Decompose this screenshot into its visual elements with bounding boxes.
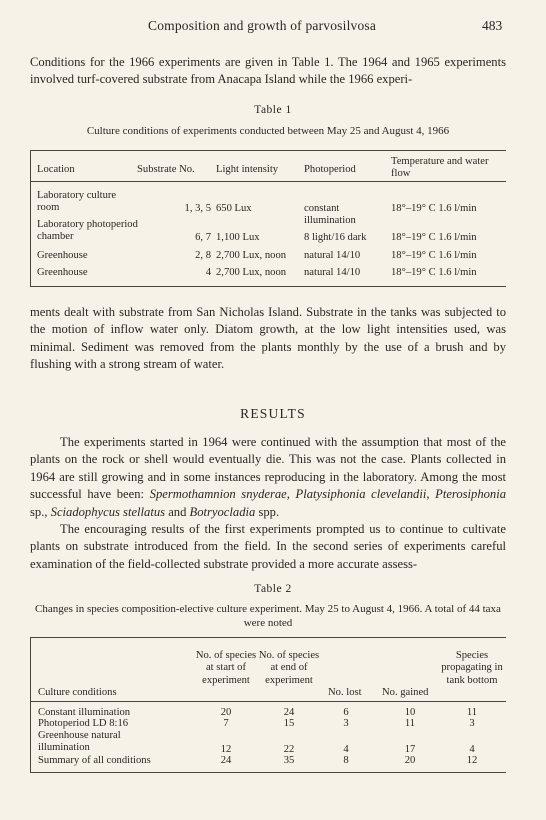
table2-header-start: No. of species at start of experiment [195,650,257,686]
separator: sp., [30,504,51,519]
table1-row1-location: Laboratory culture room [37,190,117,214]
table2-row2-gained: 11 [404,718,416,729]
table2-header-rule [30,701,506,702]
taxon-name: Spermothamnion snyderae [149,487,287,502]
table2-header-end: No. of species at end of experiment [258,650,320,686]
table2-row2-start: 7 [223,718,229,729]
table2-row4-end: 35 [283,755,295,766]
table1-left-rule [30,150,31,286]
taxon-name: Platysiphonia clevelandii [295,487,427,502]
table1-row1-substrate: 1, 3, 5 [184,203,211,214]
table2-row3-propagating: 4 [469,744,475,755]
table1-row3-light: 2,700 Lux, noon [216,250,287,261]
table1-row2-photoperiod: 8 light/16 dark [304,232,367,243]
table2-row4-gained: 20 [404,755,416,766]
table1-header-location: Location [37,164,75,175]
table1-label: Table 1 [254,104,292,116]
results-paragraph-2: The encouraging results of the first experiments prompted us to continue to cultivate plants on substrate introduced from the field. In the second series of experiments careful examination of the field-collected substrate provided a more accurate assess- [30,522,506,571]
table1-row2-substrate: 6, 7 [195,232,211,243]
table2-row1-end: 24 [283,707,295,718]
table2-row4-propagating: 12 [466,755,478,766]
table2-header-gained: No. gained [382,687,429,698]
separator: , [286,487,296,502]
table2-header-conditions: Culture conditions [38,687,117,698]
separator: and [165,504,190,519]
methods-paragraph: ments dealt with substrate from San Nicholas Island. Substrate in the tanks was subjected to the motion of inflow water only. Diatom growth, at the low light intensities used, was minimal. Sediment was removed from the plants monthly by the use of a brush and by flushing with a strong stream of water. [30,305,506,372]
table2-header-propagating: Species propagating in tank bottom [441,650,503,686]
table1-header-photoperiod: Photoperiod [304,164,356,175]
table1-row3-temperature: 18°–19° C 1.6 l/min [391,250,477,261]
table2-header-lost: No. lost [328,687,362,698]
page-number: 483 [482,18,503,33]
table1-row4-substrate: 4 [205,267,211,278]
table2-row4-condition: Summary of all conditions [38,755,151,766]
results-paragraph-1 [30,434,506,521]
taxon-name: Sciadophycus stellatus [50,504,166,519]
separator: , [426,487,436,502]
table2-row2-end: 15 [283,718,295,729]
table1-row1-temperature: 18°–19° C 1.6 l/min [391,203,477,214]
taxon-name: Pterosiphonia [435,487,507,502]
table2-row3-condition: Greenhouse natural illumination [38,730,121,754]
table1-row3-location: Greenhouse [37,250,88,261]
table1-header-substrate: Substrate No. [137,164,195,175]
table1-row4-light: 2,700 Lux, noon [216,267,287,278]
separator: spp. [255,504,280,519]
table2-row1-propagating: 11 [466,707,478,718]
table2-row4-lost: 8 [343,755,349,766]
table2-caption: Changes in species composition-elective culture experiment. May 25 to August 4, 1966. A total of 44 taxa were noted [35,603,501,629]
table1-header-rule [30,181,506,182]
table2-row1-gained: 10 [404,707,416,718]
table2-row3-gained: 17 [404,744,416,755]
table2-row1-start: 20 [220,707,232,718]
running-title: Composition and growth of parvosilvosa [148,18,377,33]
table1-top-rule [30,150,506,151]
table2-row2-lost: 3 [343,718,349,729]
table2-label: Table 2 [254,583,292,595]
table1-row4-temperature: 18°–19° C 1.6 l/min [391,267,477,278]
table1-header-light: Light intensity [216,164,279,175]
table1-row4-photoperiod: natural 14/10 [304,267,361,278]
results-heading: RESULTS [240,406,306,421]
table1-row3-substrate: 2, 8 [195,250,211,261]
table1-header-temperature: Temperature and water flow [391,156,489,180]
table1-row1-light: 650 Lux [216,203,252,214]
table2-row4-start: 24 [220,755,232,766]
table2-row3-end: 22 [283,744,295,755]
table1-row1-photoperiod: constant illumination [304,203,356,227]
table2-bottom-rule [30,772,506,773]
table2-row3-lost: 4 [343,744,349,755]
table2-row2-propagating: 3 [469,718,475,729]
table1-row3-photoperiod: natural 14/10 [304,250,361,261]
table1-row2-temperature: 18°–19° C 1.6 l/min [391,232,477,243]
table2-top-rule [30,637,506,638]
table1-bottom-rule [30,286,506,287]
table2-row2-condition: Photoperiod LD 8:16 [38,718,129,729]
table1-caption: Culture conditions of experiments conducted between May 25 and August 4, 1966 [86,125,450,137]
table2-row1-lost: 6 [343,707,349,718]
intro-paragraph: Conditions for the 1966 experiments are given in Table 1. The 1964 and 1965 experiments involved turf-covered substrate from Anacapa Island while the 1966 experi- [30,55,506,87]
table1-row2-light: 1,100 Lux [216,232,260,243]
taxon-name: Botryocladia [189,504,256,519]
results-paragraph-1-text: The experiments started in 1964 were continued with the assumption that most of the plants on the rock or shell would eventually die. This was not the case. Plants collected in 1964 are still growing and in some instances reproducing in the laboratory. Among the most successful have been: [30,435,506,502]
table2-left-rule [30,637,31,772]
table1-row4-location: Greenhouse [37,267,88,278]
running-head [0,18,546,38]
table1-row2-location: Laboratory photoperiod chamber [37,219,138,243]
table2-row1-condition: Constant illumination [38,707,131,718]
table2-row3-start: 12 [220,744,232,755]
